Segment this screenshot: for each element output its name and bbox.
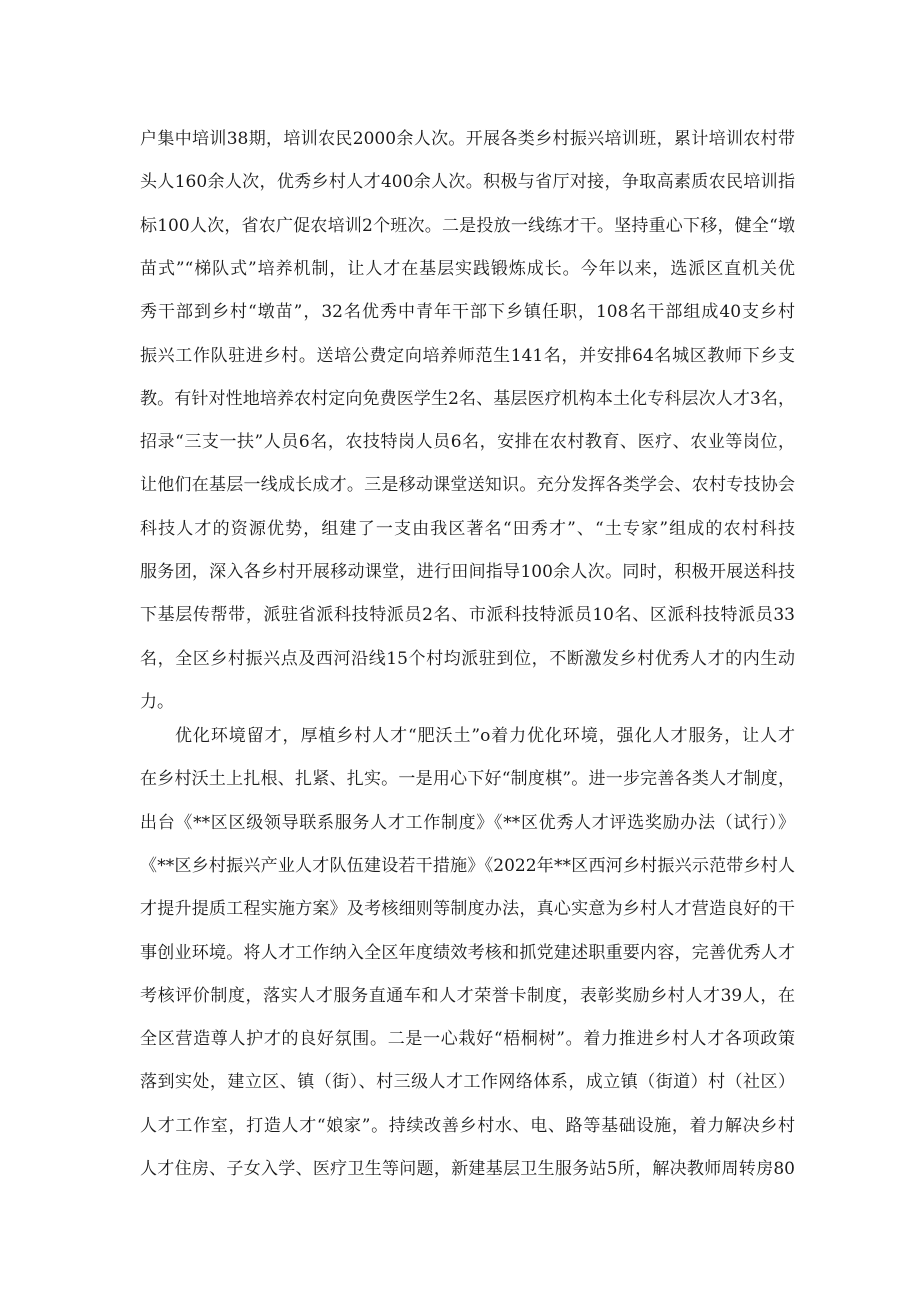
text-line: 户集中培训38期，培训农民2000余人次。开展各类乡村振兴培训班，累计培训农村带 xyxy=(140,129,795,149)
text-line: 考核评价制度，落实人才服务直通车和人才荣誉卡制度，表彰奖励乡村人才39人，在 xyxy=(140,986,795,1006)
text-line: 力。 xyxy=(140,692,174,712)
text-line: 标100人次，省农广促农培训2个班次。二是投放一线练才干。坚持重心下移，健全“墩 xyxy=(140,216,795,236)
text-line: 人才住房、子女入学、医疗卫生等问题，新建基层卫生服务站5所，解决教师周转房80 xyxy=(140,1159,795,1179)
text-line: 才提升提质工程实施方案》及考核细则等制度办法，真心实意为乡村人才营造良好的干 xyxy=(140,899,795,919)
text-line: 头人160余人次，优秀乡村人才400余人次。积极与省厅对接，争取高素质农民培训指 xyxy=(140,172,795,192)
text-line: 秀干部到乡村“墩苗”，32名优秀中青年干部下乡镇任职，108名干部组成40支乡村 xyxy=(140,302,795,322)
text-line: 下基层传帮带，派驻省派科技特派员2名、市派科技特派员10名、区派科技特派员33 xyxy=(140,605,795,625)
text-line: 让他们在基层一线成长成才。三是移动课堂送知识。充分发挥各类学会、农村专技协会 xyxy=(140,475,795,495)
text-line: 教。有针对性地培养农村定向免费医学生2名、基层医疗机构本土化专科层次人才3名， xyxy=(140,389,795,409)
text-line: 全区营造尊人护才的良好氛围。二是一心栽好“梧桐树”。着力推进乡村人才各项政策 xyxy=(140,1029,795,1049)
text-line: 振兴工作队驻进乡村。送培公费定向培养师范生141名，并安排64名城区教师下乡支 xyxy=(140,346,795,366)
text-line: 事创业环境。将人才工作纳入全区年度绩效考核和抓党建述职重要内容，完善优秀人才 xyxy=(140,943,795,963)
text-line: 《**区乡村振兴产业人才队伍建设若干措施》《2022年**区西河乡村振兴示范带乡村人 xyxy=(140,856,795,876)
text-line: 在乡村沃土上扎根、扎紧、扎实。一是用心下好“制度棋”。进一步完善各类人才制度， xyxy=(140,769,795,789)
text-line: 出台《**区区级领导联系服务人才工作制度》《**区优秀人才评选奖励办法（试行）》 xyxy=(140,813,795,833)
text-line: 服务团，深入各乡村开展移动课堂，进行田间指导100余人次。同时，积极开展送科技 xyxy=(140,562,795,582)
text-line: 落到实处，建立区、镇（街）、村三级人才工作网络体系，成立镇（街道）村（社区） xyxy=(140,1072,795,1092)
text-line: 人才工作室，打造人才“娘家”。持续改善乡村水、电、路等基础设施，着力解决乡村 xyxy=(140,1116,795,1136)
text-line: 招录“三支一扶”人员6名，农技特岗人员6名，安排在农村教育、医疗、农业等岗位， xyxy=(140,432,795,452)
text-line: 优化环境留才，厚植乡村人才“肥沃土”o着力优化环境，强化人才服务，让人才 xyxy=(175,726,795,746)
text-line: 苗式”“梯队式”培养机制，让人才在基层实践锻炼成长。今年以来，选派区直机关优 xyxy=(140,259,795,279)
text-line: 科技人才的资源优势，组建了一支由我区著名“田秀才”、“土专家”组成的农村科技 xyxy=(140,519,795,539)
text-line: 名，全区乡村振兴点及西河沿线15个村均派驻到位，不断激发乡村优秀人才的内生动 xyxy=(140,649,795,669)
